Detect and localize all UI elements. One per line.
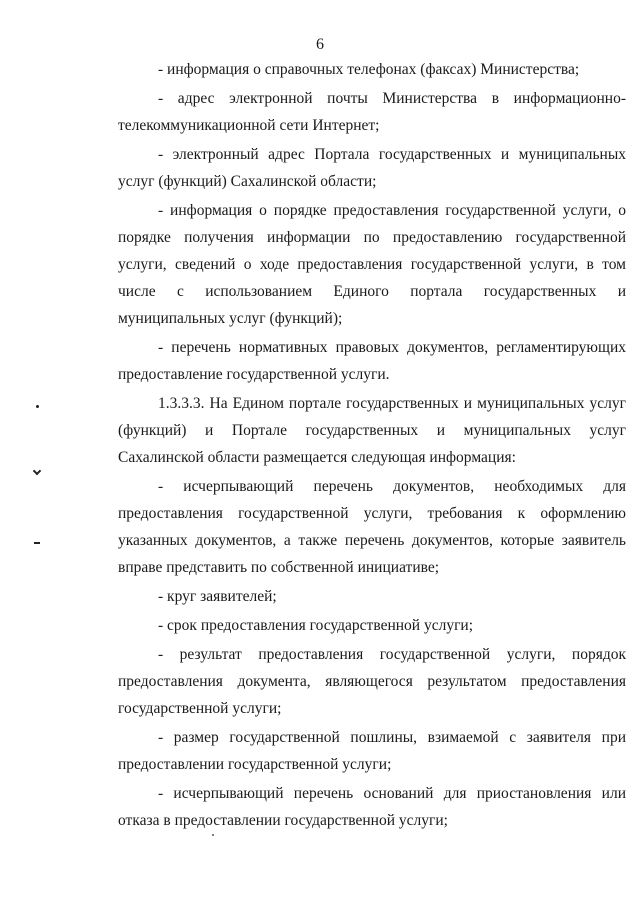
- paragraph-fax-info: - информация о справочных телефонах (факсах) Министерства;: [158, 61, 580, 78]
- document-body: [118, 56, 626, 834]
- paragraph-documents-list: - исчерпывающий перечень документов, необходимых для предоставления государственной услуги, требования к оформлению указанных документов, а также перечень документов, которые заявитель вправе представить по собственной инициативе;: [118, 478, 626, 576]
- scan-mark: [34, 542, 40, 544]
- paragraph-service-term: - срок предоставления государственной услуги;: [158, 617, 474, 634]
- page-number: 6: [316, 36, 324, 53]
- paragraph-section-1-3-3-3: 1.3.3.3. На Едином портале государственных и муниципальных услуг (функций) и Портале государственных и муниципальных услуг Сахалинской области размещается следующая информация:: [118, 395, 626, 466]
- paragraph-refusal-grounds: - исчерпывающий перечень оснований для приостановления или отказа в предоставлении государственной услуги;: [118, 785, 626, 829]
- scan-speck: [36, 405, 39, 408]
- paragraph-procedure-info: - информация о порядке предоставления государственной услуги, о порядке получения информации по предоставлению государственной услуги, сведений о ходе предоставления государственной услуги, в том числе с использованием Единого портала государственных и муниципальных услуг (функций);: [118, 202, 626, 327]
- paragraph-applicants: - круг заявителей;: [158, 588, 277, 605]
- scan-mark: [33, 467, 41, 475]
- paragraph-portal-address: - электронный адрес Портала государственных и муниципальных услуг (функций) Сахалинской области;: [118, 146, 626, 190]
- paragraph-email-address: - адрес электронной почты Министерства в информационно-телекоммуникационной сети Интернет;: [118, 90, 626, 134]
- paragraph-state-fee: - размер государственной пошлины, взимаемой с заявителя при предоставлении государственной услуги;: [118, 729, 626, 773]
- paragraph-regulatory-documents: - перечень нормативных правовых документов, регламентирующих предоставление государственной услуги.: [118, 339, 626, 383]
- paragraph-service-result: - результат предоставления государственной услуги, порядок предоставления документа, являющегося результатом предоставления государственной услуги;: [118, 646, 626, 717]
- scan-speck: [212, 834, 214, 836]
